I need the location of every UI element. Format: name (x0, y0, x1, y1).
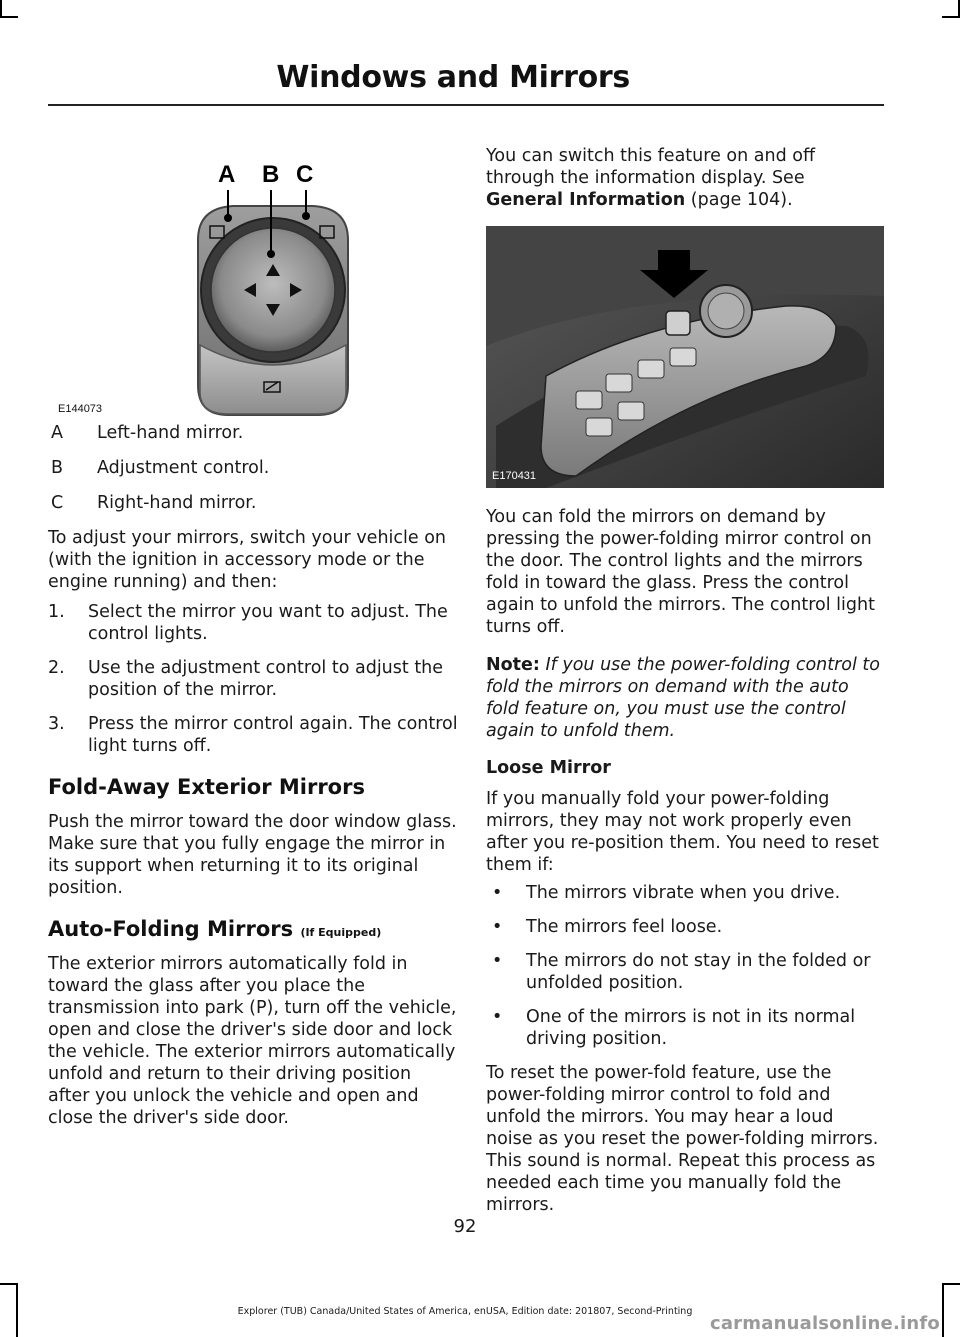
legend-letter: A (51, 423, 63, 443)
legend-row (48, 422, 458, 444)
header-divider (48, 104, 884, 106)
reset-text: To reset the power-fold feature, use the power-folding mirror control to fold and unfold the mirrors. You may hear a loud noise as you reset the power-folding mirrors. This sound is normal. Repeat this process as needed each time you manually fold the mirrors. (486, 1063, 879, 1215)
power-fold-button (666, 311, 690, 335)
section-heading: Loose Mirror (486, 758, 611, 778)
note-label: Note: (486, 655, 540, 675)
edition-info: Explorer (TUB) Canada/United States of America, enUSA, Edition date: 201807, Second-Printing (237, 1306, 693, 1317)
section-heading (48, 917, 458, 941)
step-number: 2. (48, 658, 65, 678)
callout-c: C (296, 161, 314, 188)
bullet-text: The mirrors vibrate when you drive. (526, 883, 841, 903)
list-item (48, 601, 458, 645)
step-number: 3. (48, 714, 65, 734)
door-switch-figure (486, 226, 884, 488)
legend-row (48, 492, 458, 514)
section-heading: Fold-Away Exterior Mirrors (48, 775, 365, 799)
fold-away-text: Push the mirror toward the door window glass. Make sure that you fully engage the mirror in its support when returning it to its original position. (48, 812, 457, 898)
bullet: • (492, 883, 503, 903)
crop-mark (942, 16, 960, 18)
window-switch (638, 360, 664, 378)
step-number: 1. (48, 602, 65, 622)
legend (48, 422, 458, 514)
legend-text: Adjustment control. (97, 458, 270, 478)
window-switch (606, 374, 632, 392)
crop-mark (942, 1283, 944, 1337)
legend-row (48, 457, 458, 479)
legend-text: Left-hand mirror. (97, 423, 244, 443)
bullet-text: One of the mirrors is not in its normal driving position. (526, 1007, 856, 1049)
fold-on-demand-text: You can fold the mirrors on demand by pressing the power-folding mirror control on the door. The control lights and the mirrors fold in toward the glass. Press the control again to unfold the mirrors. The control light turns off. (486, 507, 875, 637)
list-item (486, 1006, 884, 1050)
figure-code: E144073 (58, 403, 103, 415)
adjust-intro: To adjust your mirrors, switch your vehicle on (with the ignition in accessory mode or the engine running) and then: (48, 528, 447, 592)
window-switch (586, 418, 612, 436)
bullet-text: The mirrors feel loose. (526, 917, 723, 937)
window-switch (618, 402, 644, 420)
loose-mirror-intro: If you manually fold your power-folding mirrors, they may not work properly even after you re-position them. You need to reset them if: (486, 789, 879, 875)
adjust-steps (48, 601, 458, 757)
window-switch (670, 348, 696, 366)
watermark: carmanualsonline.info (709, 1313, 940, 1334)
callout-b: B (262, 161, 280, 188)
callout-a: A (218, 161, 236, 188)
right-column (486, 145, 884, 1216)
auto-fold-text: The exterior mirrors automatically fold in toward the glass after you place the transmission into park (P), turn off the vehicle, open and close the driver's side door and lock the vehicle. The exterior mirrors automatically unfold and return to their driving position after you unlock the vehicle and open and close the driver's side door. (48, 954, 457, 1128)
figure-code: E170431 (492, 470, 537, 482)
switch-text-after: (page 104). (685, 190, 793, 210)
mirror-control-illustration (48, 130, 458, 420)
if-equipped-label: (If Equipped) (300, 926, 382, 939)
window-switch (576, 391, 602, 409)
legend-letter: B (51, 458, 64, 478)
mirror-control-figure (48, 130, 458, 420)
list-item (48, 657, 458, 701)
bullet: • (492, 951, 503, 971)
page-title: Windows and Mirrors (276, 60, 630, 95)
list-item (486, 950, 884, 994)
crop-mark (0, 16, 18, 18)
switch-feature-text (486, 145, 884, 211)
loose-mirror-conditions (486, 882, 884, 1050)
general-information-link[interactable]: General Information (486, 190, 686, 210)
left-column (48, 130, 458, 1129)
list-item (486, 882, 884, 904)
legend-text: Right-hand mirror. (97, 493, 257, 513)
list-item (486, 916, 884, 938)
door-switch-illustration (486, 226, 884, 488)
switch-text-before: You can switch this feature on and off through the information display. See (486, 146, 816, 188)
crop-mark (942, 1283, 960, 1285)
step-text: Use the adjustment control to adjust the position of the mirror. (88, 658, 444, 700)
bullet: • (492, 1007, 503, 1027)
adjustment-knob (211, 228, 335, 352)
auto-fold-heading: Auto-Folding Mirrors (48, 917, 294, 941)
list-item (48, 713, 458, 757)
step-text: Select the mirror you want to adjust. The control lights. (88, 602, 448, 644)
bullet: • (492, 917, 503, 937)
bullet-text: The mirrors do not stay in the folded or unfolded position. (526, 951, 871, 993)
note-text: If you use the power-folding control to fold the mirrors on demand with the auto fold feature on, you must use the control again to unfold them. (486, 655, 880, 741)
legend-letter: C (51, 493, 64, 513)
step-text: Press the mirror control again. The control light turns off. (88, 714, 458, 756)
note (486, 654, 884, 742)
page-number: 92 (453, 1216, 477, 1237)
